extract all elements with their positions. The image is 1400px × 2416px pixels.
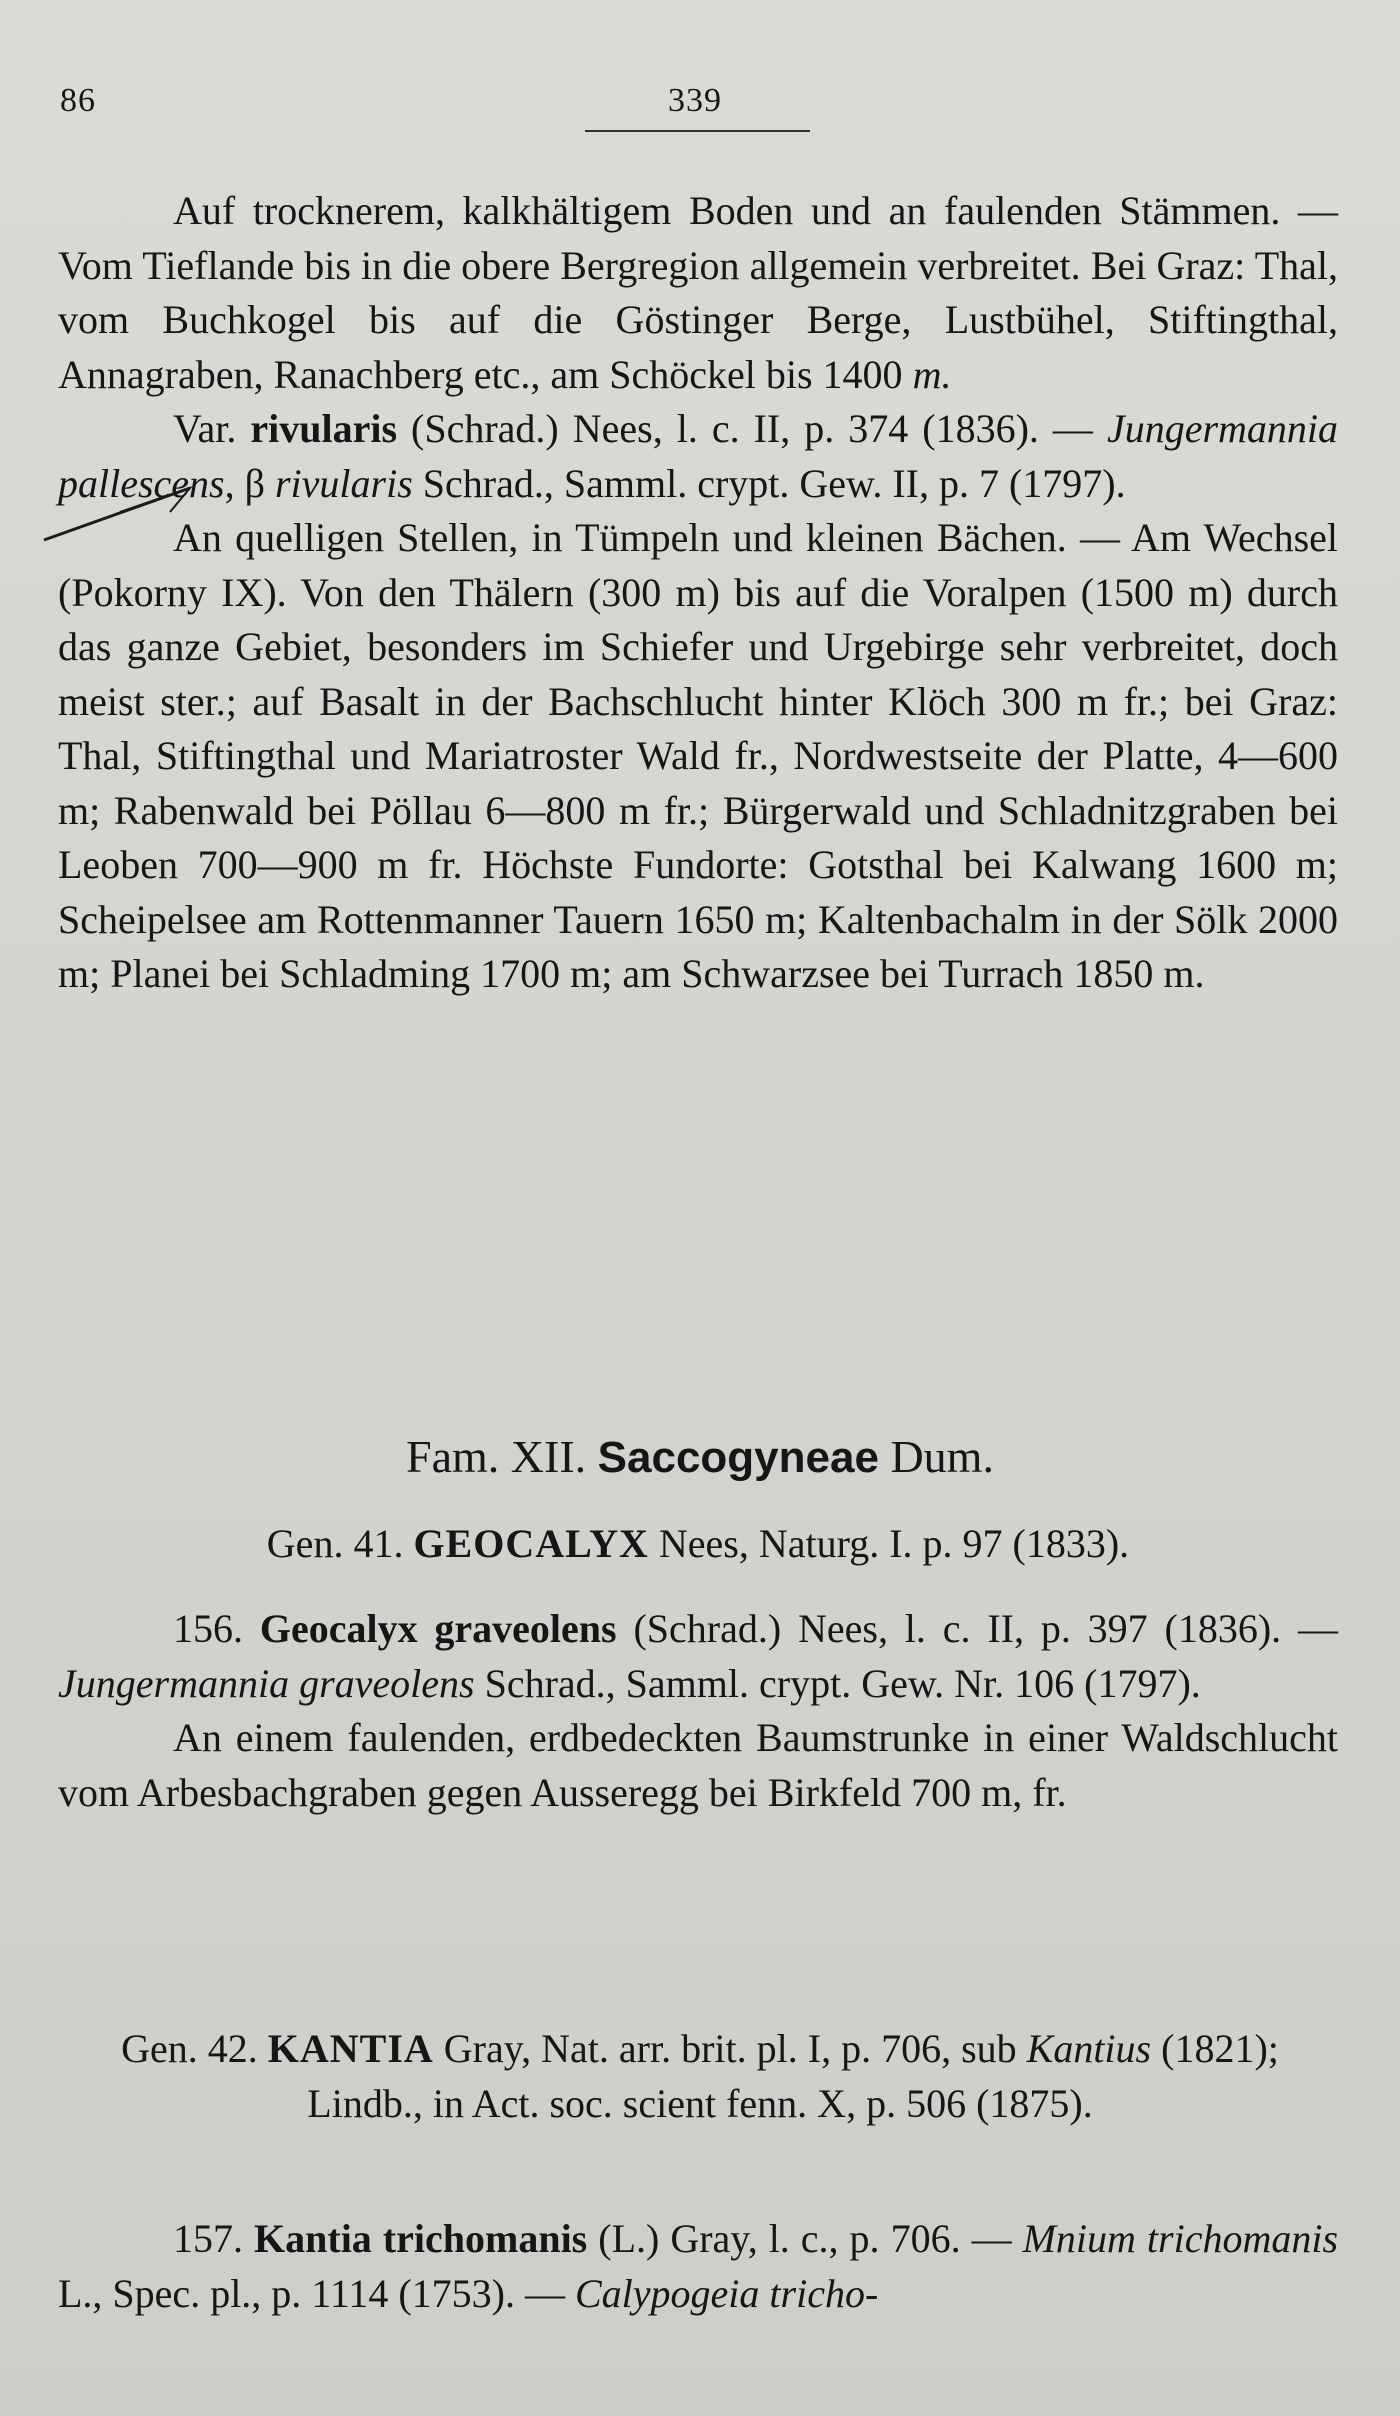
page-number-left: 86 (60, 82, 96, 119)
paragraph-habitat-2: An quelligen Stellen, in Tümpeln und kleinen Bächen. — Am Wechsel (Pokorny IX). Von den Thälern (300 m) bis auf die Voralpen (1500 m) durch das ganze Gebiet, besonders im Schiefer und Urgebirge sehr verbreitet, doch meist ster.; auf Basalt in der Bachschlucht hinter Klöch 300 m fr.; bei Graz: Thal, Stiftingthal und Mariatroster Wald fr., Nordwestseite der Platte, 4—600 m; Rabenwald bei Pöllau 6—800 m fr.; Bürgerwald und Schladnitzgraben bei Leoben 700—900 m fr. Höchste Fundorte: Gotsthal bei Kalwang 1600 m; Scheipelsee am Rottenmanner Tauern 1650 m; Kaltenbachalm in der Sölk 2000 m; Planei bei Schladming 1700 m; am Schwarzsee bei Turrach 1850 m. (58, 515, 1338, 996)
page-number-center: 339 (668, 82, 722, 119)
paragraph-habitat-1: Auf trocknerem, kalkhältigem Boden und an faulenden Stämmen. — Vom Tieflande bis in die obere Bergregion allgemein verbreitet. Bei Graz: Thal, vom Buchkogel bis auf die Göstinger Berge, Lustbühel, Stiftingthal, Annagraben, Ranachberg etc., am Schöckel bis 1400 m. (58, 188, 1338, 397)
species-156-name: Geocalyx graveolens (259, 1606, 617, 1651)
variety-name: rivularis (250, 406, 398, 451)
species-156-entry: 156. Geocalyx graveolens (Schrad.) Nees, l. c. II, p. 397 (1836). — Jungermannia graveolens Schrad., Samml. crypt. Gew. Nr. 106 (1797). (58, 1606, 1339, 1706)
genus-42-block (95, 2022, 1305, 2131)
header-rule (585, 130, 810, 132)
species-157-block (58, 2212, 1338, 2321)
species-156-block (58, 1602, 1338, 1820)
species-157-entry: 157. Kantia trichomanis (L.) Gray, l. c., p. 706. — Mnium trichomanis L., Spec. pl., p. 1114 (1753). — Calypogeia tricho- (58, 2216, 1339, 2316)
family-heading: Fam. XII. Saccogyneae Dum. (406, 1431, 994, 1482)
species-157-name: Kantia trichomanis (254, 2216, 588, 2261)
pencil-mark (40, 482, 200, 552)
text-block-top (58, 184, 1338, 1002)
genus-42-heading: Gen. 42. KANTIA Gray, Nat. arr. brit. pl. I, p. 706, sub Kantius (1821); Lindb., in Act. soc. scient fenn. X, p. 506 (1875). (121, 2026, 1279, 2126)
species-156-habitat: An einem faulenden, erdbedeckten Baumstrunke in einer Waldschlucht vom Arbesbachgraben gegen Ausseregg bei Birkfeld 700 m, fr. (58, 1715, 1338, 1815)
paragraph-variety: Var. rivularis (Schrad.) Nees, l. c. II, p. 374 (1836). — Jungermannia pallescens, β rivularis Schrad., Samml. crypt. Gew. II, p. 7 (1797). (58, 406, 1339, 506)
genus-41-block (58, 1517, 1338, 1572)
genus-41-heading: Gen. 41. GEOCALYX Nees, Naturg. I. p. 97 (1833). (266, 1521, 1130, 1566)
